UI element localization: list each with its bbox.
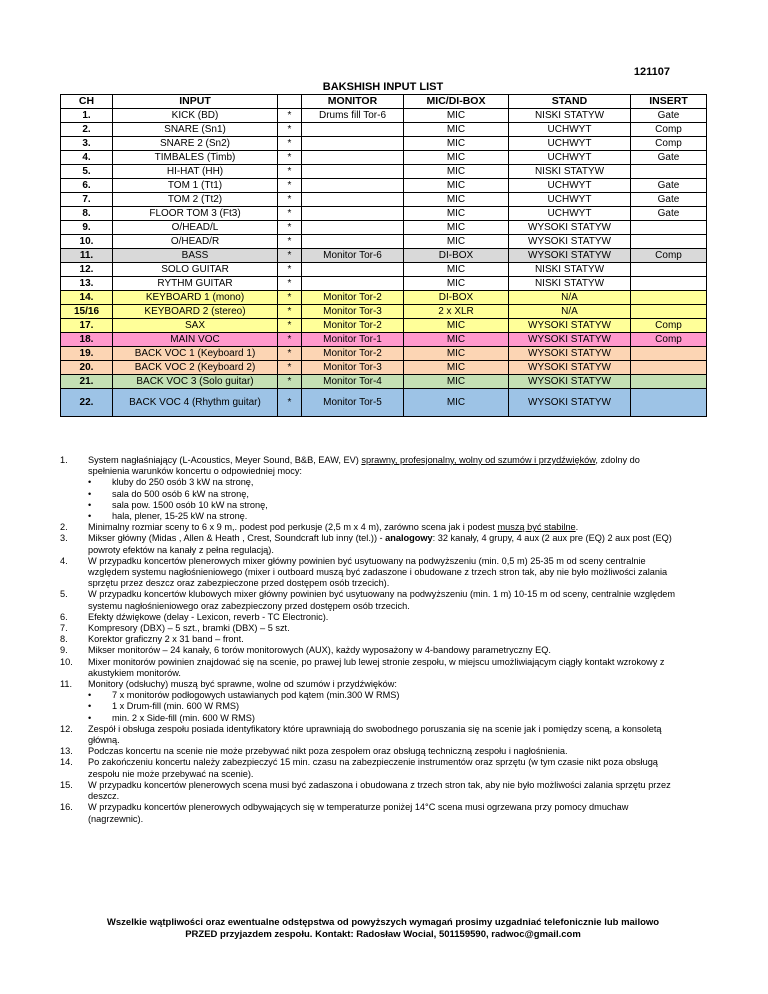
- note-1: 1. System nagłaśniający (L-Acoustics, Meyer Sound, B&B, EAW, EV) sprawny, profesjonalny, wolny od szumów i przydźwięków, zdolny do spełnienia warunków koncertu o odpowiedniej mocy:: [60, 455, 640, 477]
- cell-ch: 9.: [61, 221, 113, 235]
- table-row: [61, 249, 707, 263]
- cell-input: KEYBOARD 1 (mono): [113, 291, 278, 305]
- cell-monitor: Monitor Tor-1: [302, 333, 404, 347]
- cell-stand: NISKI STATYW: [509, 263, 631, 277]
- cell-ch: 21.: [61, 375, 113, 389]
- table-row: [61, 109, 707, 123]
- cell-stand: UCHWYT: [509, 193, 631, 207]
- table-row: [61, 389, 707, 417]
- cell-input: BASS: [113, 249, 278, 263]
- header-input: INPUT: [113, 95, 278, 109]
- cell-input: O/HEAD/R: [113, 235, 278, 249]
- cell-star: *: [278, 123, 302, 137]
- cell-ch: 18.: [61, 333, 113, 347]
- cell-insert: [631, 361, 707, 375]
- cell-mic: MIC: [404, 221, 509, 235]
- cell-monitor: [302, 221, 404, 235]
- cell-insert: [631, 277, 707, 291]
- cell-mic: MIC: [404, 277, 509, 291]
- cell-insert: [631, 347, 707, 361]
- cell-insert: Gate: [631, 151, 707, 165]
- cell-stand: UCHWYT: [509, 151, 631, 165]
- cell-insert: Gate: [631, 207, 707, 221]
- footer-line-2: PRZED przyjazdem zespołu. Kontakt: Radosław Wocial, 501159590, radwoc@gmail.com: [185, 929, 581, 940]
- cell-ch: 20.: [61, 361, 113, 375]
- cell-input: SNARE (Sn1): [113, 123, 278, 137]
- cell-input: TIMBALES (Timb): [113, 151, 278, 165]
- cell-monitor: [302, 277, 404, 291]
- cell-mic: MIC: [404, 165, 509, 179]
- cell-input: O/HEAD/L: [113, 221, 278, 235]
- note-1-bullet: • hala, plener, 15-25 kW na stronę.: [88, 511, 248, 522]
- cell-star: *: [278, 375, 302, 389]
- cell-ch: 1.: [61, 109, 113, 123]
- cell-monitor: Monitor Tor-4: [302, 375, 404, 389]
- cell-star: *: [278, 221, 302, 235]
- table-row: [61, 207, 707, 221]
- table-row: [61, 123, 707, 137]
- cell-star: *: [278, 137, 302, 151]
- cell-mic: DI-BOX: [404, 291, 509, 305]
- cell-mic: MIC: [404, 333, 509, 347]
- header-stand: STAND: [509, 95, 631, 109]
- cell-star: *: [278, 305, 302, 319]
- cell-mic: MIC: [404, 151, 509, 165]
- cell-insert: [631, 305, 707, 319]
- note-1-bullet: • kluby do 250 osób 3 kW na stronę,: [88, 477, 254, 488]
- cell-mic: MIC: [404, 319, 509, 333]
- cell-stand: NISKI STATYW: [509, 277, 631, 291]
- note-1-bullet: • sala pow. 1500 osób 10 kW na stronę,: [88, 499, 268, 510]
- cell-insert: Gate: [631, 179, 707, 193]
- cell-input: KEYBOARD 2 (stereo): [113, 305, 278, 319]
- cell-stand: N/A: [509, 291, 631, 305]
- table-row: [61, 347, 707, 361]
- cell-insert: Comp: [631, 333, 707, 347]
- cell-ch: 15/16: [61, 305, 113, 319]
- cell-input: BACK VOC 1 (Keyboard 1): [113, 347, 278, 361]
- cell-ch: 11.: [61, 249, 113, 263]
- table-row: [61, 291, 707, 305]
- cell-mic: MIC: [404, 109, 509, 123]
- requirements-list: [60, 455, 678, 825]
- cell-monitor: Drums fill Tor-6: [302, 109, 404, 123]
- cell-stand: WYSOKI STATYW: [509, 319, 631, 333]
- cell-monitor: [302, 235, 404, 249]
- cell-ch: 22.: [61, 389, 113, 417]
- note-11-bullet: • 1 x Drum-fill (min. 600 W RMS): [88, 701, 240, 712]
- page-title: BAKSHISH INPUT LIST: [322, 81, 444, 93]
- cell-monitor: [302, 165, 404, 179]
- cell-insert: Comp: [631, 123, 707, 137]
- table-row: [61, 221, 707, 235]
- cell-star: *: [278, 361, 302, 375]
- cell-insert: [631, 375, 707, 389]
- table-row: [61, 361, 707, 375]
- cell-input: KICK (BD): [113, 109, 278, 123]
- cell-monitor: Monitor Tor-2: [302, 319, 404, 333]
- note-14: 14. Po zakończeniu koncertu należy zabezpieczyć 15 min. czasu na zabezpieczenie instrumentów oraz sprzętu (w tym czasie nikt poza obsługą zespołu nie może przebywać na scenie).: [60, 757, 658, 779]
- note-15: 15. W przypadku koncertów plenerowych scena musi być zadaszona i obudowana z trzech stron tak, aby nie było możliwości zalania sprzętu przez deszcz.: [60, 779, 671, 802]
- cell-insert: Comp: [631, 137, 707, 151]
- cell-monitor: Monitor Tor-3: [302, 305, 404, 319]
- cell-monitor: [302, 179, 404, 193]
- cell-monitor: Monitor Tor-6: [302, 249, 404, 263]
- table-row: [61, 165, 707, 179]
- cell-stand: WYSOKI STATYW: [509, 249, 631, 263]
- cell-mic: MIC: [404, 207, 509, 221]
- cell-monitor: [302, 263, 404, 277]
- cell-star: *: [278, 263, 302, 277]
- cell-star: *: [278, 179, 302, 193]
- cell-monitor: Monitor Tor-5: [302, 389, 404, 417]
- cell-insert: [631, 235, 707, 249]
- cell-input: BACK VOC 4 (Rhythm guitar): [113, 389, 278, 417]
- document-id: 121107: [633, 66, 670, 78]
- cell-star: *: [278, 277, 302, 291]
- cell-stand: UCHWYT: [509, 137, 631, 151]
- cell-mic: MIC: [404, 137, 509, 151]
- cell-mic: MIC: [404, 375, 509, 389]
- cell-monitor: [302, 193, 404, 207]
- table-row: [61, 375, 707, 389]
- cell-star: *: [278, 151, 302, 165]
- cell-monitor: [302, 123, 404, 137]
- cell-stand: UCHWYT: [509, 179, 631, 193]
- cell-stand: WYSOKI STATYW: [509, 333, 631, 347]
- cell-star: *: [278, 291, 302, 305]
- cell-mic: DI-BOX: [404, 249, 509, 263]
- cell-input: SNARE 2 (Sn2): [113, 137, 278, 151]
- table-row: [61, 193, 707, 207]
- cell-ch: 3.: [61, 137, 113, 151]
- cell-insert: Gate: [631, 109, 707, 123]
- cell-stand: NISKI STATYW: [509, 109, 631, 123]
- cell-mic: MIC: [404, 193, 509, 207]
- header-mic: MIC/DI-BOX: [404, 95, 509, 109]
- contact-footer: [60, 917, 706, 941]
- cell-star: *: [278, 235, 302, 249]
- cell-star: *: [278, 319, 302, 333]
- cell-mic: MIC: [404, 347, 509, 361]
- cell-ch: 4.: [61, 151, 113, 165]
- header-star: [278, 95, 302, 109]
- table-header-row: [61, 95, 707, 109]
- cell-star: *: [278, 109, 302, 123]
- cell-mic: MIC: [404, 179, 509, 193]
- note-10: 10. Mixer monitorów powinien znajdować się na scenie, po prawej lub lewej stronie zespołu, w miejscu umożliwiającym ciągły kontakt wzrokowy z akustykiem monitorów.: [60, 656, 665, 678]
- table-row: [61, 263, 707, 277]
- cell-input: SAX: [113, 319, 278, 333]
- cell-star: *: [278, 333, 302, 347]
- note-3: 3. Mikser główny (Midas , Allen & Heath , Crest, Soundcraft lub inny (tel.)) - analogowy: 32 kanały, 4 grupy, 4 aux (2 aux pre (EQ) 2 aux post (EQ) powroty efektów na kanały z pełna regulacją).: [60, 533, 672, 555]
- note-11-bullet: • min. 2 x Side-fill (min. 600 W RMS): [88, 712, 255, 723]
- cell-mic: MIC: [404, 361, 509, 375]
- note-7: 7. Kompresory (DBX) – 5 szt., bramki (DBX) – 5 szt.: [60, 623, 290, 634]
- cell-ch: 19.: [61, 347, 113, 361]
- cell-star: *: [278, 249, 302, 263]
- note-6: 6. Efekty dźwiękowe (delay - Lexicon, reverb - TC Electronic).: [60, 611, 329, 622]
- cell-star: *: [278, 347, 302, 361]
- cell-input: BACK VOC 3 (Solo guitar): [113, 375, 278, 389]
- cell-input: SOLO GUITAR: [113, 263, 278, 277]
- cell-mic: MIC: [404, 389, 509, 417]
- cell-monitor: [302, 151, 404, 165]
- note-13: 13. Podczas koncertu na scenie nie może przebywać nikt poza zespołem oraz obsługą techniczną zespołu i nagłośnienia.: [60, 746, 568, 757]
- cell-ch: 12.: [61, 263, 113, 277]
- cell-stand: WYSOKI STATYW: [509, 389, 631, 417]
- cell-input: TOM 2 (Tt2): [113, 193, 278, 207]
- cell-monitor: Monitor Tor-2: [302, 347, 404, 361]
- cell-ch: 2.: [61, 123, 113, 137]
- cell-mic: MIC: [404, 235, 509, 249]
- cell-input: RYTHM GUITAR: [113, 277, 278, 291]
- note-4: 4. W przypadku koncertów plenerowych mixer główny powinien być usytuowany na podwyższeniu (min. 0,5 m) 25-35 m od sceny centralnie względem systemu nagłośnieniowego (mixer i outboard muszą być zadaszone i obudowane z trzech stron tak, aby nie było możliwości zalania sprzętu przez deszcz oraz zabezpieczone przed dostępem osób trzecich).: [60, 555, 668, 589]
- input-list-table: [60, 94, 707, 417]
- cell-stand: UCHWYT: [509, 207, 631, 221]
- table-row: [61, 235, 707, 249]
- table-row: [61, 305, 707, 319]
- cell-stand: WYSOKI STATYW: [509, 361, 631, 375]
- cell-insert: [631, 221, 707, 235]
- cell-insert: Gate: [631, 193, 707, 207]
- cell-ch: 17.: [61, 319, 113, 333]
- cell-input: FLOOR TOM 3 (Ft3): [113, 207, 278, 221]
- cell-mic: MIC: [404, 263, 509, 277]
- cell-input: MAIN VOC: [113, 333, 278, 347]
- cell-insert: [631, 389, 707, 417]
- note-12: 12. Zespół i obsługa zespołu posiada identyfikatory które uprawniają do swobodnego poruszania się na scenie jak i pomiędzy sceną, a konsoletą główną.: [60, 723, 662, 746]
- cell-input: BACK VOC 2 (Keyboard 2): [113, 361, 278, 375]
- cell-stand: WYSOKI STATYW: [509, 375, 631, 389]
- cell-ch: 13.: [61, 277, 113, 291]
- cell-ch: 8.: [61, 207, 113, 221]
- note-11: 11. Monitory (odsłuchy) muszą być sprawne, wolne od szumów i przydźwięków:: [60, 679, 397, 690]
- cell-ch: 7.: [61, 193, 113, 207]
- cell-stand: WYSOKI STATYW: [509, 347, 631, 361]
- cell-monitor: Monitor Tor-2: [302, 291, 404, 305]
- cell-monitor: [302, 207, 404, 221]
- note-1-bullet: • sala do 500 osób 6 kW na stronę,: [88, 488, 249, 499]
- cell-stand: N/A: [509, 305, 631, 319]
- table-row: [61, 151, 707, 165]
- cell-insert: Comp: [631, 249, 707, 263]
- cell-mic: MIC: [404, 123, 509, 137]
- note-2: 2. Minimalny rozmiar sceny to 6 x 9 m,. podest pod perkusje (2,5 m x 4 m), zarówno scena jak i podest muszą być stabilne.: [60, 522, 579, 533]
- note-5: 5. W przypadku koncertów klubowych mixer główny powinien być usytuowany na podwyższeniu (min. 1 m) 10-15 m od sceny, centralnie względem systemu nagłośnieniowego oraz zabezpieczony przed dostępem osób trzecich.: [60, 589, 676, 611]
- table-row: [61, 277, 707, 291]
- header-insert: INSERT: [631, 95, 707, 109]
- cell-stand: NISKI STATYW: [509, 165, 631, 179]
- header-monitor: MONITOR: [302, 95, 404, 109]
- table-row: [61, 179, 707, 193]
- cell-ch: 14.: [61, 291, 113, 305]
- cell-input: TOM 1 (Tt1): [113, 179, 278, 193]
- note-11-bullet: • 7 x monitorów podłogowych ustawianych pod kątem (min.300 W RMS): [88, 690, 400, 701]
- cell-insert: [631, 165, 707, 179]
- cell-monitor: [302, 137, 404, 151]
- table-row: [61, 333, 707, 347]
- cell-star: *: [278, 389, 302, 417]
- note-16: 16. W przypadku koncertów plenerowych odbywających się w temperaturze poniżej 14°C scena musi ogrzewana przy pomocy dmuchaw (nagrzewnic).: [60, 802, 629, 824]
- note-9: 9. Mikser monitorów – 24 kanały, 6 torów monitorowych (AUX), każdy wyposażony w 4-bandowy parametryczny EQ.: [60, 645, 551, 656]
- cell-insert: [631, 291, 707, 305]
- cell-stand: WYSOKI STATYW: [509, 235, 631, 249]
- cell-ch: 5.: [61, 165, 113, 179]
- cell-star: *: [278, 165, 302, 179]
- cell-ch: 10.: [61, 235, 113, 249]
- header-ch: CH: [61, 95, 113, 109]
- footer-line-1: Wszelkie wątpliwości oraz ewentualne odstępstwa od powyższych wymagań prosimy uzgadniać telefonicznie lub mailowo: [106, 917, 660, 928]
- cell-input: HI-HAT (HH): [113, 165, 278, 179]
- cell-star: *: [278, 193, 302, 207]
- cell-star: *: [278, 207, 302, 221]
- cell-stand: WYSOKI STATYW: [509, 221, 631, 235]
- cell-insert: Comp: [631, 319, 707, 333]
- cell-stand: UCHWYT: [509, 123, 631, 137]
- table-row: [61, 137, 707, 151]
- cell-monitor: Monitor Tor-3: [302, 361, 404, 375]
- cell-ch: 6.: [61, 179, 113, 193]
- cell-insert: [631, 263, 707, 277]
- note-8: 8. Korektor graficzny 2 x 31 band – front.: [60, 634, 244, 645]
- table-row: [61, 319, 707, 333]
- cell-mic: 2 x XLR: [404, 305, 509, 319]
